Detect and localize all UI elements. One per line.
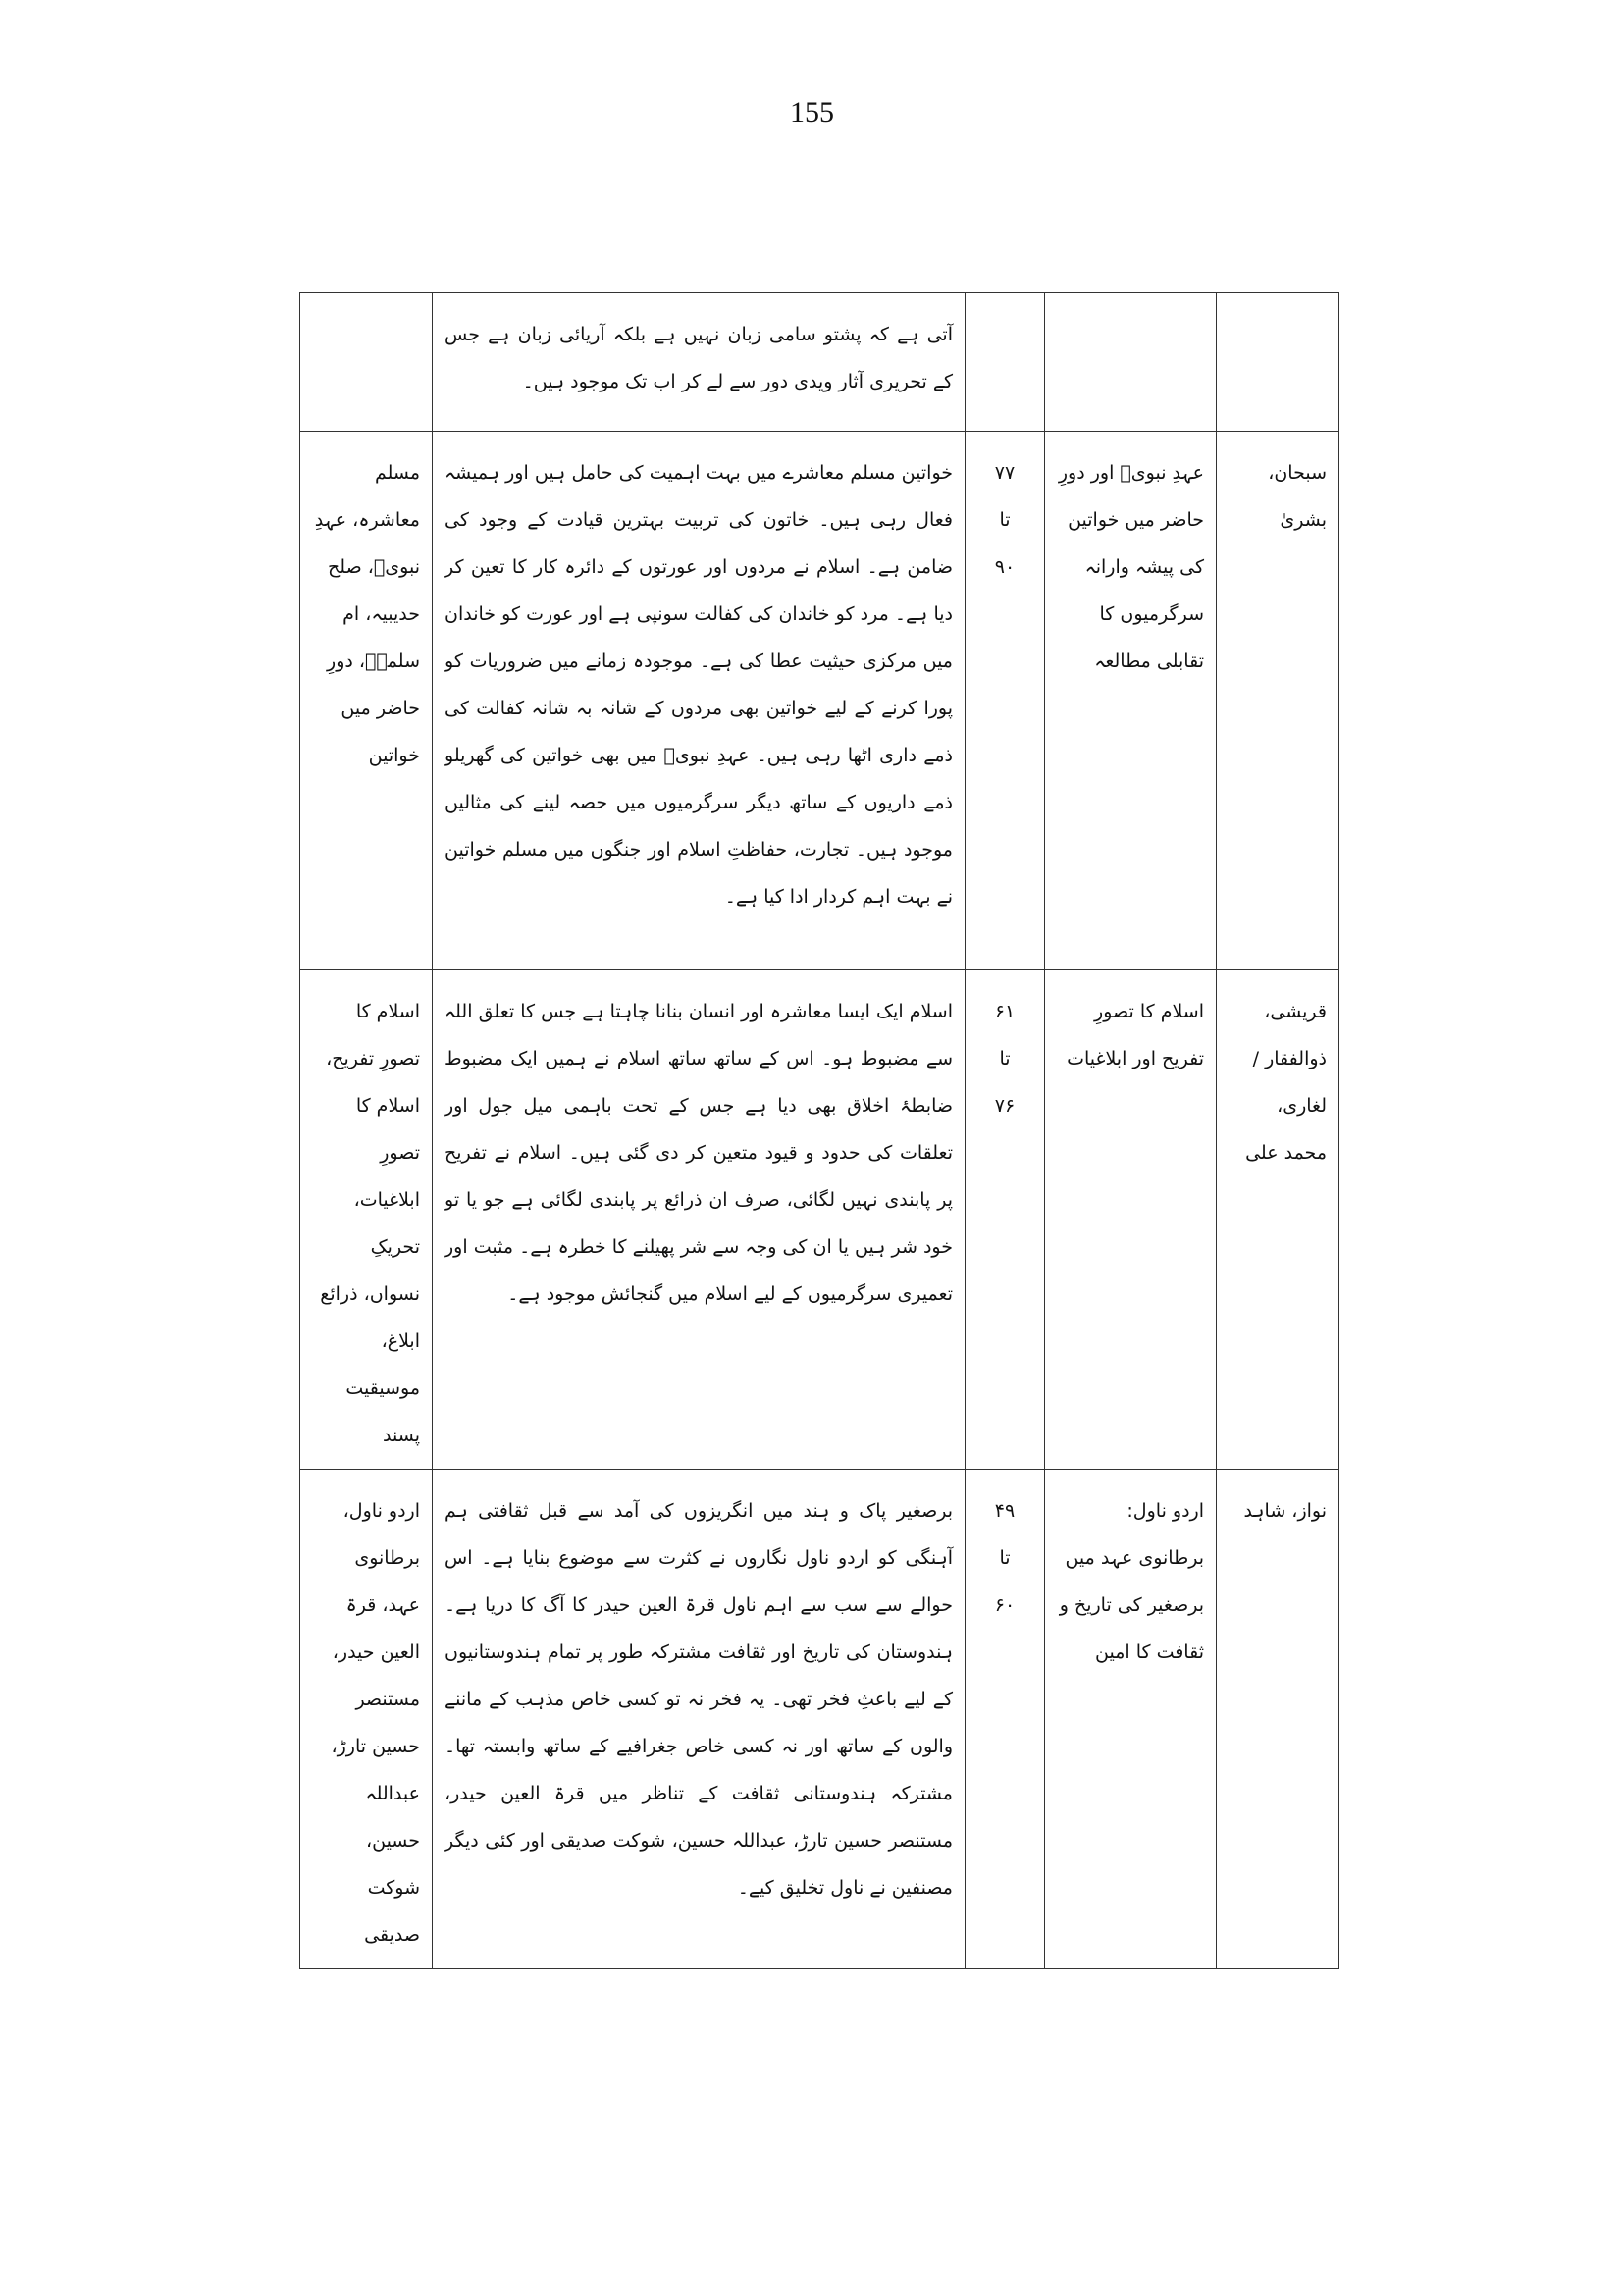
article-index-table [299,292,1339,1969]
keywords-cell [300,293,433,432]
table-row [300,1470,1339,1969]
page-range-word: تا [999,1048,1011,1069]
author-cell: قریشی، ذوالفقار / لغاری، محمد علی [1217,970,1339,1470]
author-cell: سبحان، بشریٰ [1217,432,1339,970]
page-start: ۷۷ [994,462,1016,484]
summary-cell: آتی ہے کہ پشتو سامی زبان نہیں ہے بلکہ آریائی زبان ہے جس کے تحریری آثار ویدی دور سے لے کر اب تک موجود ہیں۔ [433,293,966,432]
page-end: ۷۶ [994,1095,1016,1117]
pages-cell [966,432,1045,970]
pages-cell [966,293,1045,432]
page-number: 155 [790,96,834,129]
summary-cell: اسلام ایک ایسا معاشرہ اور انسان بنانا چاہتا ہے جس کا تعلق اللہ سے مضبوط ہو۔ اس کے ساتھ ساتھ اسلام نے ہمیں ایک مضبوط ضابطۂ اخلاق بھی دیا ہے جس کے تحت باہمی میل جول اور تعلقات کی حدود و قیود متعین کر دی گئی ہیں۔ اسلام نے تفریح پر پابندی نہیں لگائی، صرف ان ذرائع پر پابندی لگائی ہے جو یا تو خود شر ہیں یا ان کی وجہ سے شر پھیلنے کا خطرہ ہے۔ مثبت اور تعمیری سرگرمیوں کے لیے اسلام میں گنجائش موجود ہے۔ [433,970,966,1470]
table-row [300,970,1339,1470]
page-end: ۹۰ [994,556,1016,578]
title-cell: اسلام کا تصورِ تفریح اور ابلاغیات [1045,970,1217,1470]
page-range-word: تا [999,509,1011,531]
author-cell [1217,293,1339,432]
author-cell: نواز، شاہد [1217,1470,1339,1969]
pages-cell [966,970,1045,1470]
page-start: ۶۱ [994,1001,1016,1022]
keywords-cell: اسلام کا تصورِ تفریح، اسلام کا تصورِ ابلاغیات، تحریکِ نسواں، ذرائع ابلاغ، موسیقیت پسند [300,970,433,1470]
page-start: ۴۹ [994,1500,1016,1522]
page-end: ۶۰ [994,1594,1016,1616]
page-range-word: تا [999,1547,1011,1569]
table-row-continuation [300,293,1339,432]
keywords-cell: مسلم معاشرہ، عہدِ نبویؐ، صلح حدیبیہ، ام سلمہؓ، دورِ حاضر میں خواتین [300,432,433,970]
title-cell [1045,293,1217,432]
keywords-cell: اردو ناول، برطانوی عہد، قرۃ العین حیدر، مستنصر حسین تارڑ، عبداللہ حسین، شوکت صدیقی [300,1470,433,1969]
pages-cell [966,1470,1045,1969]
summary-cell: خواتین مسلم معاشرے میں بہت اہمیت کی حامل ہیں اور ہمیشہ فعال رہی ہیں۔ خاتون کی تربیت بہترین قیادت کے وجود کی ضامن ہے۔ اسلام نے مردوں اور عورتوں کے دائرہ کار کا تعین کر دیا ہے۔ مرد کو خاندان کی کفالت سونپی ہے اور عورت کو خاندان میں مرکزی حیثیت عطا کی ہے۔ موجودہ زمانے میں ضروریات کو پورا کرنے کے لیے خواتین بھی مردوں کے شانہ بہ شانہ کفالت کی ذمے داری اٹھا رہی ہیں۔ عہدِ نبویؐ میں بھی خواتین کی گھریلو ذمے داریوں کے ساتھ دیگر سرگرمیوں میں حصہ لینے کی مثالیں موجود ہیں۔ تجارت، حفاظتِ اسلام اور جنگوں میں مسلم خواتین نے بہت اہم کردار ادا کیا ہے۔ [433,432,966,970]
title-cell: اردو ناول: برطانوی عہد میں برصغیر کی تاریخ و ثقافت کا امین [1045,1470,1217,1969]
summary-cell: برصغیر پاک و ہند میں انگریزوں کی آمد سے قبل ثقافتی ہم آہنگی کو اردو ناول نگاروں نے کثرت سے موضوع بنایا ہے۔ اس حوالے سے سب سے اہم ناول قرۃ العین حیدر کا آگ کا دریا ہے۔ ہندوستان کی تاریخ اور ثقافت مشترکہ طور پر تمام ہندوستانیوں کے لیے باعثِ فخر تھی۔ یہ فخر نہ تو کسی خاص مذہب کے ماننے والوں کے ساتھ اور نہ کسی خاص جغرافیے کے ساتھ وابستہ تھا۔ مشترکہ ہندوستانی ثقافت کے تناظر میں قرۃ العین حیدر، مستنصر حسین تارڑ، عبداللہ حسین، شوکت صدیقی اور کئی دیگر مصنفین نے ناول تخلیق کیے۔ [433,1470,966,1969]
title-cell: عہدِ نبویؐ اور دورِ حاضر میں خواتین کی پیشہ وارانہ سرگرمیوں کا تقابلی مطالعہ [1045,432,1217,970]
table-row [300,432,1339,970]
